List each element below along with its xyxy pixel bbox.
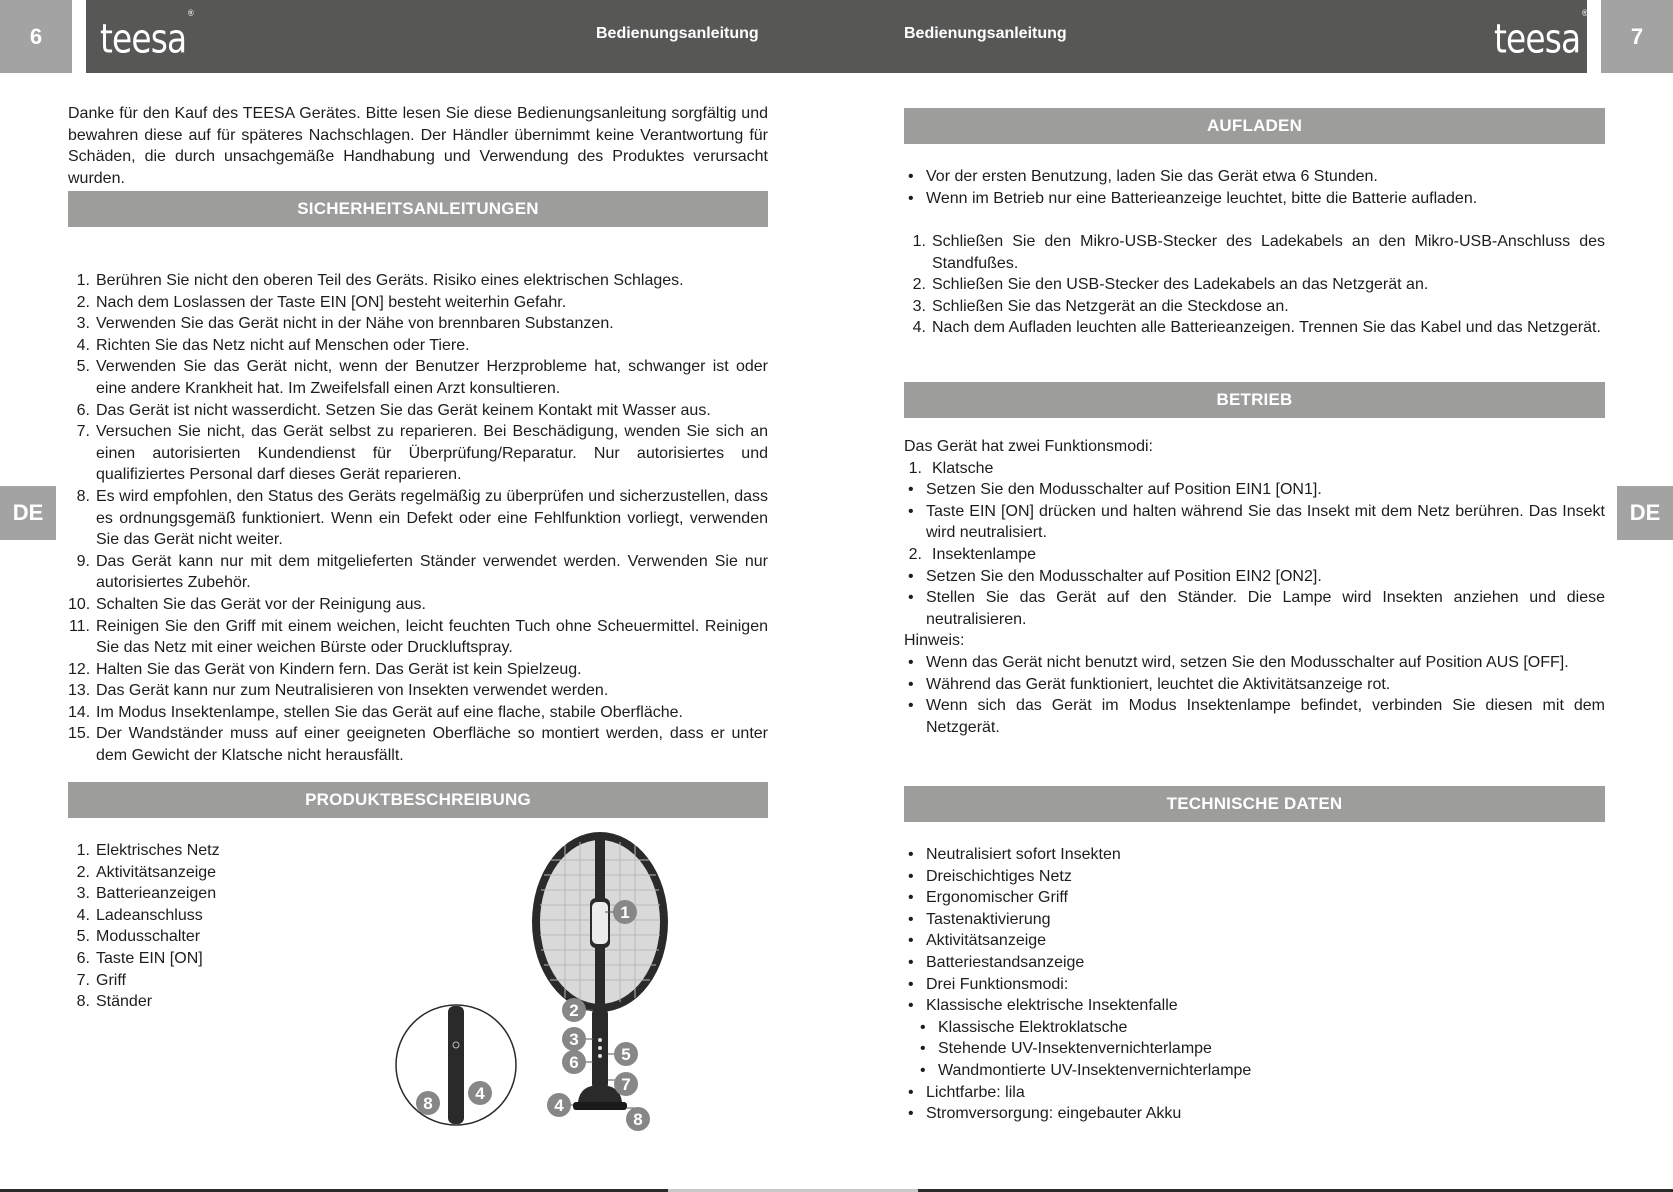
- product-part-text: Elektrisches Netz: [96, 842, 220, 859]
- safety-item-number: 3.: [76, 315, 90, 333]
- charging-step-text: Schließen Sie den USB-Stecker des Ladekabels an das Netzgerät an.: [932, 276, 1429, 294]
- safety-item: [68, 292, 768, 314]
- safety-item-number: 1.: [76, 272, 90, 289]
- product-part-text: Modusschalter: [96, 928, 201, 946]
- safety-item: [68, 313, 768, 335]
- safety-item: [68, 400, 768, 422]
- product-part: [68, 926, 328, 948]
- brand-logo-left: teesa®: [100, 9, 194, 63]
- note-label: Hinweis:: [904, 632, 965, 650]
- safety-item: [68, 335, 768, 357]
- safety-item: [68, 594, 768, 616]
- mode-2-bullet: • Stellen Sie das Gerät auf den Ständer. Die Lampe wird Insekten anziehen und diese neutralisieren.: [904, 587, 1605, 630]
- product-part-number: 8.: [76, 993, 90, 1011]
- mode-1-bullet: • Taste EIN [ON] drücken und halten während Sie das Insekt mit dem Netz berühren. Das Insekt wird neutralisiert.: [904, 501, 1605, 544]
- mode-2: 2. Insektenlampe: [908, 545, 1037, 563]
- safety-list: [68, 270, 768, 767]
- safety-item: [68, 680, 768, 702]
- product-part-number: 2.: [76, 863, 90, 881]
- product-part-text: Aktivitätsanzeige: [96, 863, 217, 881]
- section-header-product: PRODUKTBESCHREIBUNG: [68, 782, 768, 818]
- safety-item-number: 8.: [76, 487, 90, 505]
- figure-badge-label: 3: [569, 1030, 579, 1049]
- charging-bullet: • Vor der ersten Benutzung, laden Sie das Gerät etwa 6 Stunden.: [904, 166, 1605, 188]
- note-bullet: • Wenn sich das Gerät im Modus Insektenlampe befindet, verbinden Sie diesen mit dem Netzgerät.: [904, 695, 1605, 738]
- section-header-charging: AUFLADEN: [904, 108, 1605, 144]
- language-tab-right: DE: [1617, 486, 1673, 540]
- product-part: [68, 991, 328, 1013]
- section-header-operation: BETRIEB: [904, 382, 1605, 418]
- safety-item-text: Es wird empfohlen, den Status des Geräts regelmäßig zu überprüfen und sicherzustellen, dass es ordnungsgemäß funktioniert. Wenn ein Defekt oder eine Fehlfunktion vorliegt, verwenden Sie das Gerät nicht weiter.: [96, 487, 768, 549]
- figure-badge-label: 1: [620, 903, 630, 922]
- figure-badge-label: 6: [569, 1053, 579, 1072]
- safety-item-text: Der Wandständer muss auf einer geeigneten Oberfläche so montiert werden, dass er unter dem Gewicht der Klatsche nicht herausfällt.: [96, 725, 768, 765]
- safety-item-number: 11.: [68, 617, 90, 635]
- figure-badge-label: 2: [569, 1001, 579, 1020]
- figure-badge-label: 5: [621, 1045, 631, 1064]
- product-part-number: 4.: [76, 906, 90, 924]
- charging-bullet: • Wenn im Betrieb nur eine Batterieanzeige leuchtet, bitte die Batterie aufladen.: [904, 188, 1605, 210]
- charging-step-number: 1.: [912, 233, 926, 250]
- tech-item: • Neutralisiert sofort Insekten: [904, 844, 1605, 866]
- figure-badge-label: 4: [475, 1084, 485, 1103]
- detail-zoom-circle: [396, 1005, 516, 1125]
- charging-step: [904, 274, 1605, 296]
- section-header-tech: TECHNISCHE DATEN: [904, 786, 1605, 822]
- safety-item-number: 6.: [76, 401, 90, 419]
- safety-item-number: 7.: [76, 423, 90, 441]
- safety-item: [68, 551, 768, 594]
- safety-item-number: 5.: [76, 358, 90, 376]
- safety-item-text: Berühren Sie nicht den oberen Teil des Geräts. Risiko eines elektrischen Schlages.: [96, 272, 684, 289]
- product-part-text: Griff: [96, 971, 126, 989]
- product-parts-list: [68, 840, 328, 1013]
- product-part-number: 5.: [76, 928, 90, 946]
- mode-1-bullet: • Setzen Sie den Modusschalter auf Position EIN1 [ON1].: [904, 479, 1605, 501]
- tech-item: • Ergonomischer Griff: [904, 887, 1605, 909]
- language-tab-left: DE: [0, 486, 56, 540]
- safety-item-text: Versuchen Sie nicht, das Gerät selbst zu reparieren. Bei Beschädigung, wenden Sie sich an einen autorisierten Kundendienst für Überprüfung/Reparatur. Nur autorisiertes und qualifiziertes Personal darf dieses Gerät reparieren.: [96, 423, 768, 484]
- charging-step-number: 3.: [912, 297, 926, 315]
- safety-item-text: Das Gerät ist nicht wasserdicht. Setzen Sie das Gerät keinem Kontakt mit Wasser aus.: [96, 401, 711, 419]
- product-part-text: Taste EIN [ON]: [96, 949, 203, 967]
- safety-item-text: Verwenden Sie das Gerät nicht, wenn der Benutzer Herzprobleme hat, schwanger ist oder eine andere Krankheit hat. Im Zweifelsfall einen Arzt konsultieren.: [96, 358, 768, 397]
- product-part: [68, 883, 328, 905]
- safety-item-text: Das Gerät kann nur mit dem mitgelieferten Ständer verwendet werden. Verwenden Sie nur autorisiertes Zubehör.: [96, 552, 768, 592]
- racket-head: [532, 832, 668, 1012]
- safety-item-text: Im Modus Insektenlampe, stellen Sie das Gerät auf eine flache, stabile Oberfläche.: [96, 703, 683, 721]
- tech-item: • Drei Funktionsmodi:: [904, 974, 1605, 996]
- safety-item-number: 13.: [68, 682, 91, 700]
- safety-item: [68, 616, 768, 659]
- header-title-left: Bedienungsanleitung: [596, 25, 759, 42]
- product-part: [68, 840, 328, 862]
- charging-step-text: Schließen Sie das Netzgerät an die Steckdose an.: [932, 297, 1289, 315]
- header-bar: [86, 0, 1587, 73]
- product-part: [68, 970, 328, 992]
- product-part: [68, 905, 328, 927]
- safety-item-number: 2.: [76, 293, 90, 311]
- operation-block: [904, 436, 1605, 738]
- charging-step-number: 4.: [912, 319, 926, 337]
- tech-item: • Klassische Elektroklatsche: [904, 1017, 1605, 1039]
- mode-1: 1. Klatsche: [908, 459, 994, 477]
- charging-steps: [904, 231, 1605, 339]
- section-header-safety: SICHERHEITSANLEITUNGEN: [68, 191, 768, 227]
- safety-item-number: 9.: [76, 552, 90, 570]
- safety-item: [68, 659, 768, 681]
- safety-item-number: 14.: [68, 703, 91, 721]
- tech-item: • Klassische elektrische Insektenfalle: [904, 995, 1605, 1017]
- product-part-text: Ladeanschluss: [96, 906, 203, 924]
- charging-step-number: 2.: [912, 276, 926, 294]
- tech-item: • Dreischichtiges Netz: [904, 866, 1605, 888]
- page-number-left: 6: [0, 0, 72, 73]
- figure-badge-label: 4: [554, 1096, 564, 1115]
- product-diagram: [380, 830, 680, 1140]
- product-part-number: 3.: [76, 885, 90, 903]
- product-part-text: Ständer: [96, 993, 153, 1011]
- product-part-number: 7.: [76, 971, 90, 989]
- safety-item: [68, 270, 768, 292]
- tech-item: • Aktivitätsanzeige: [904, 930, 1605, 952]
- safety-item-number: 15.: [68, 725, 91, 743]
- tech-item: • Batteriestandsanzeige: [904, 952, 1605, 974]
- safety-item-number: 10.: [68, 595, 91, 613]
- charging-step: [904, 296, 1605, 318]
- safety-item-text: Halten Sie das Gerät von Kindern fern. Das Gerät ist kein Spielzeug.: [96, 660, 582, 678]
- figure-badge-label: 7: [621, 1075, 631, 1094]
- figure-badge-label: 8: [423, 1094, 433, 1113]
- safety-item: [68, 356, 768, 399]
- page-number-right: 7: [1601, 0, 1673, 73]
- safety-item-text: Richten Sie das Netz nicht auf Menschen oder Tiere.: [96, 336, 470, 354]
- safety-item-number: 4.: [76, 336, 90, 354]
- mode-2-bullet: • Setzen Sie den Modusschalter auf Position EIN2 [ON2].: [904, 566, 1605, 588]
- tech-item: • Wandmontierte UV-Insektenvernichterlampe: [904, 1060, 1605, 1082]
- safety-item: [68, 486, 768, 551]
- product-part: [68, 948, 328, 970]
- product-part-number: 1.: [76, 842, 90, 859]
- header-title-right: Bedienungsanleitung: [904, 25, 1067, 42]
- tech-item: • Stromversorgung: eingebauter Akku: [904, 1103, 1605, 1125]
- intro-paragraph: Danke für den Kauf des TEESA Gerätes. Bitte lesen Sie diese Bedienungsanleitung sorgfältig und bewahren diese auf für späteres Nachschlagen. Der Händler übernimmt keine Verantwortung für Schäden, die durch unsachgemäße Handhabung und Verwendung des Produktes verursacht wurden.: [68, 105, 768, 187]
- safety-item: [68, 723, 768, 766]
- note-bullet: • Wenn das Gerät nicht benutzt wird, setzen Sie den Modusschalter auf Position AUS [OFF].: [904, 652, 1605, 674]
- charging-step-text: Nach dem Aufladen leuchten alle Batterieanzeigen. Trennen Sie das Kabel und das Netzgerät.: [932, 319, 1601, 337]
- mode-1-bullets: [904, 479, 1605, 544]
- safety-item-text: Verwenden Sie das Gerät nicht in der Nähe von brennbaren Substanzen.: [96, 315, 614, 333]
- safety-item-number: 12.: [68, 660, 91, 678]
- charging-step: [904, 317, 1605, 339]
- tech-data-list: [904, 844, 1605, 1125]
- note-bullet: • Während das Gerät funktioniert, leuchtet die Aktivitätsanzeige rot.: [904, 674, 1605, 696]
- safety-item-text: Reinigen Sie den Griff mit einem weichen, leicht feuchten Tuch ohne Scheuermittel. Reinigen Sie das Netz mit einer weichen Bürste oder Druckluftspray.: [96, 617, 768, 657]
- safety-item: [68, 421, 768, 486]
- brand-logo-right: teesa®: [1494, 9, 1588, 63]
- tech-item: • Lichtfarbe: lila: [904, 1082, 1605, 1104]
- charging-step-text: Schließen Sie den Mikro-USB-Stecker des Ladekabels an den Mikro-USB-Anschluss des Standfußes.: [932, 233, 1605, 272]
- tech-item: • Stehende UV-Insektenvernichterlampe: [904, 1038, 1605, 1060]
- mode-2-bullets: [904, 566, 1605, 631]
- safety-item: [68, 702, 768, 724]
- note-bullets: [904, 652, 1605, 738]
- figure-badge-label: 8: [633, 1110, 643, 1129]
- safety-item-text: Schalten Sie das Gerät vor der Reinigung aus.: [96, 595, 426, 613]
- product-part-number: 6.: [76, 949, 90, 967]
- product-part: [68, 862, 328, 884]
- charging-bullets: [904, 166, 1605, 209]
- tech-item: • Tastenaktivierung: [904, 909, 1605, 931]
- safety-item-text: Das Gerät kann nur zum Neutralisieren von Insekten verwendet werden.: [96, 682, 609, 700]
- safety-item-text: Nach dem Loslassen der Taste EIN [ON] besteht weiterhin Gefahr.: [96, 293, 567, 311]
- product-part-text: Batterieanzeigen: [96, 885, 217, 903]
- operation-intro: Das Gerät hat zwei Funktionsmodi:: [904, 438, 1153, 455]
- charging-step: [904, 231, 1605, 274]
